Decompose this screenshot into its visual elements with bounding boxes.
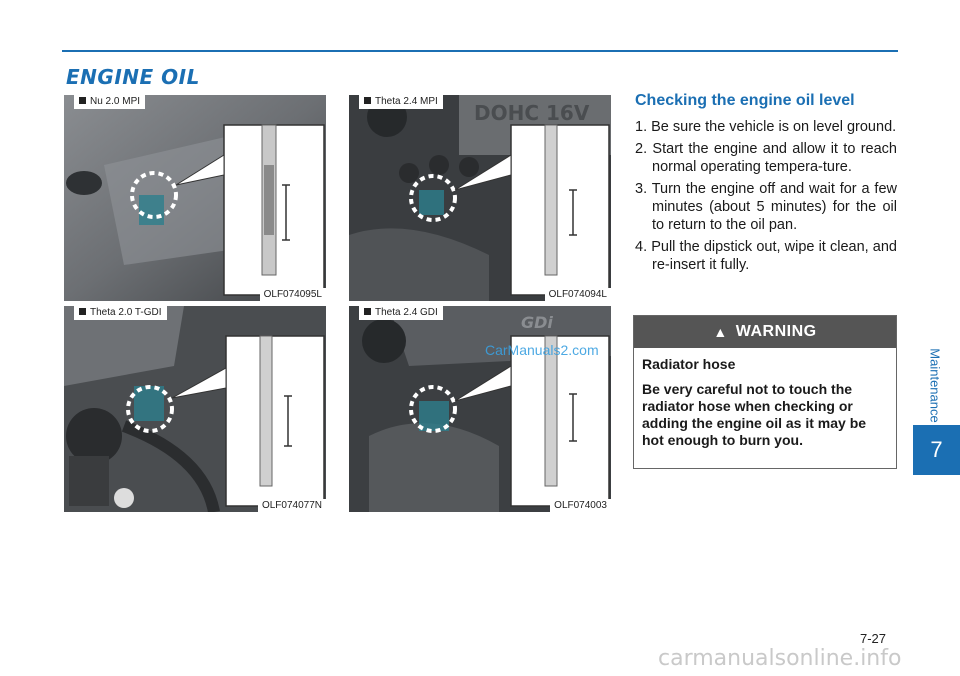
page-number: 7-27 bbox=[860, 631, 887, 646]
photo-code: OLF074077N bbox=[258, 499, 326, 512]
warning-body bbox=[634, 348, 896, 449]
step: 1. Be sure the vehicle is on level ground. bbox=[635, 119, 897, 135]
photo-engine-tag: Theta 2.4 GDI bbox=[359, 306, 443, 320]
engine-photo-theta-24-mpi bbox=[349, 95, 611, 301]
engine-photo-theta-20-tgdi bbox=[64, 306, 326, 512]
warning-text: Be very careful not to touch the radiator hose when checking or adding the engine oil as it may be hot enough to burn you. bbox=[642, 381, 867, 448]
watermark: CarManuals2.com bbox=[485, 342, 599, 358]
engine-photo-theta-24-gdi bbox=[349, 306, 611, 512]
side-tab-label: Maintenance bbox=[927, 347, 943, 423]
warning-icon: ▲ bbox=[713, 324, 728, 340]
warning-title: Radiator hose bbox=[642, 356, 736, 372]
engine-photo-nu-20-mpi bbox=[64, 95, 326, 301]
step: 4. Pull the dipstick out, wipe it clean, and re-insert it fully. bbox=[635, 239, 897, 273]
chapter-number: 7 bbox=[913, 425, 960, 475]
section-title: ENGINE OIL bbox=[66, 65, 200, 89]
procedure bbox=[635, 92, 897, 278]
procedure-steps bbox=[635, 118, 897, 274]
gdi-label: GDi bbox=[521, 313, 553, 332]
photo-code: OLF074095L bbox=[260, 288, 326, 301]
top-rule bbox=[62, 50, 898, 52]
procedure-heading: Checking the engine oil level bbox=[635, 92, 855, 109]
warning-header: ▲ WARNING bbox=[634, 316, 896, 348]
warning-box bbox=[633, 315, 897, 469]
step: 3. Turn the engine off and wait for a few minutes (about 5 minutes) for the oil to return to the oil pan. bbox=[635, 181, 897, 233]
footer-watermark: carmanualsonline.info bbox=[658, 646, 902, 671]
photo-engine-tag: Theta 2.4 MPI bbox=[359, 95, 443, 109]
photo-code: OLF074094L bbox=[545, 288, 611, 301]
photo-code: OLF074003 bbox=[550, 499, 611, 512]
photo-engine-tag: Theta 2.0 T-GDI bbox=[74, 306, 167, 320]
step: 2. Start the engine and allow it to reach normal operating tempera-ture. bbox=[635, 141, 897, 175]
photo-engine-tag: Nu 2.0 MPI bbox=[74, 95, 145, 109]
dohc-label: DOHC 16V bbox=[474, 101, 590, 125]
